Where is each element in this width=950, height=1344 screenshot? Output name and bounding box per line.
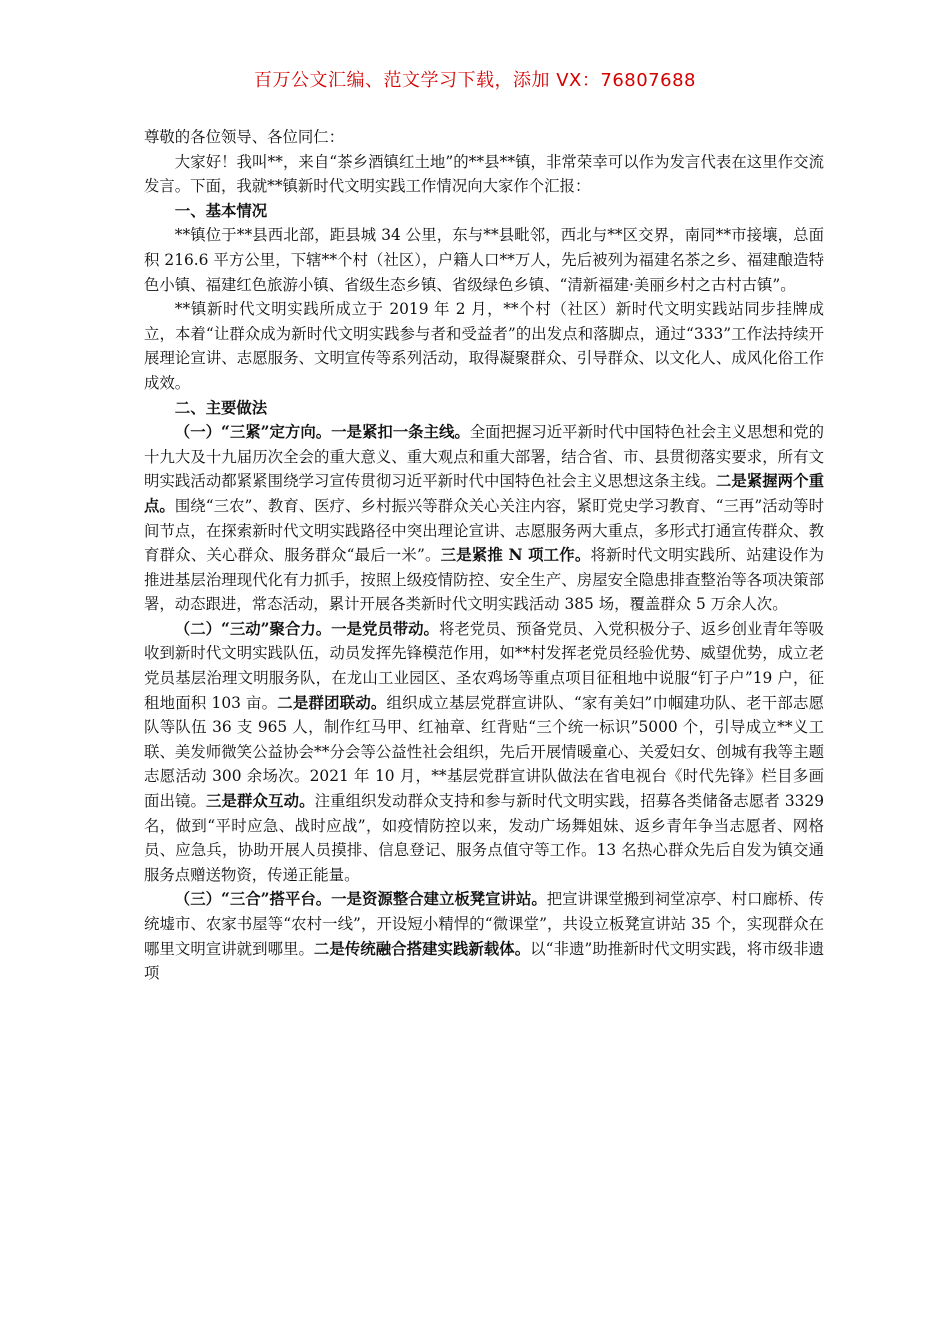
practice-paragraph-1 bbox=[144, 420, 824, 617]
part3-b-title: 二是传统融合搭建实践新载体。 bbox=[313, 939, 531, 958]
part2-a-title: 一是党员带动。 bbox=[331, 619, 439, 638]
part3-a-text: 把宣讲课堂搬到祠堂凉亭、村口廊桥、传统墟市、农家书屋等“农村一线”，开设短小精悍的“微课堂”，共设立板凳宣讲站 35 个，实现群众在哪里文明宣讲就到哪里。 bbox=[144, 890, 824, 958]
part2-c-title: 三是群众互动。 bbox=[206, 792, 315, 811]
part2-a-text: 将老党员、预备党员、入党积极分子、返乡创业青年等吸收到新时代文明实践队伍，动员发挥先锋模范作用，如**村发挥老党员经验优势、威望优势，成立老党员基层治理文明服务队，在龙山工业园区、圣农鸡场等重点项目征租地中说服“钉子户”19 户，征租地面积 103 亩。 bbox=[144, 619, 824, 712]
practice-paragraph-2 bbox=[144, 617, 824, 888]
practice-paragraph-3 bbox=[144, 887, 824, 985]
part2-heading: （二）“三动”聚合力。 bbox=[174, 619, 332, 638]
part1-heading: （一）“三紧”定方向。 bbox=[174, 423, 332, 442]
part3-a-title: 一是资源整合建立板凳宣讲站。 bbox=[331, 890, 547, 909]
part1-b-text: 围绕“三农”、教育、医疗、乡村振兴等群众关心关注内容，紧盯党史学习教育、“三再”活动等时间节点，在探索新时代文明实践路径中突出理论宣讲、志愿服务两大重点，多形式打通宣传群众、教育群众、关心群众、服务群众“最后一米”。 bbox=[144, 496, 824, 565]
part3-heading: （三）“三合”搭平台。 bbox=[174, 890, 332, 909]
document-body bbox=[144, 125, 824, 986]
basic-info-paragraph-1: **镇位于**县西北部，距县城 34 公里，东与**县毗邻，西北与**区交界，南同**市接壤，总面积 216.6 平方公里，下辖**个村（社区），户籍人口**万人，先后被列为福建名茶之乡、福建酿造特色小镇、福建红色旅游小镇、省级生态乡镇、省级绿色乡镇、“清新福建·美丽乡村之古村古镇”。 bbox=[144, 226, 824, 294]
section-heading-practices: 二、主要做法 bbox=[174, 398, 268, 417]
part2-c-text: 注重组织发动群众支持和参与新时代文明实践，招募各类储备志愿者 3329 名，做到“平时应急、战时应战”，如疫情防控以来，发动广场舞姐妹、返乡青年争当志愿者、网格员、应急兵，协助开展人员摸排、信息登记、服务点值守等工作。13 名热心群众先后自发为镇交通服务点赠送物资，传递正能量。 bbox=[144, 792, 824, 884]
part1-a-title: 一是紧扣一条主线。 bbox=[331, 423, 470, 442]
salutation: 尊敬的各位领导、各位同仁： bbox=[144, 128, 345, 146]
section-heading-basic: 一、基本情况 bbox=[174, 201, 268, 220]
basic-info-paragraph-2: **镇新时代文明实践所成立于 2019 年 2 月，**个村（社区）新时代文明实践站同步挂牌成立，本着“让群众成为新时代文明实践参与者和受益者”的出发点和落脚点，通过“333”工作法持续开展理论宣讲、志愿服务、文明宣传等系列活动，取得凝聚群众、引导群众、以文化人、成风化俗工作成效。 bbox=[144, 300, 824, 392]
part1-a-text: 全面把握习近平新时代中国特色社会主义思想和党的十九大及十九届历次全会的重大意义、重大观点和重大部署，结合省、市、县贯彻落实要求，所有文明实践活动都紧紧围绕学习宣传贯彻习近平新时代中国特色社会主义思想这条主线。 bbox=[144, 423, 824, 491]
promo-banner: 百万公文汇编、范文学习下载，添加 VX：76807688 bbox=[254, 70, 696, 91]
part1-c-title: 三是紧推 N 项工作。 bbox=[440, 546, 591, 565]
intro-paragraph: 大家好！我叫**，来自“茶乡酒镇红土地”的**县**镇，非常荣幸可以作为发言代表在这里作交流发言。下面，我就**镇新时代文明实践工作情况向大家作个汇报： bbox=[144, 152, 824, 196]
part2-b-text: 组织成立基层党群宣讲队、“家有美妇”巾帼建功队、老干部志愿队等队伍 36 支 965 人，制作红马甲、红袖章、红背贴“三个统一标识”5000 个，引导成立**义工联、美发师微笑公益协会**分会等公益性社会组织，先后开展情暖童心、关爱妇女、创城有我等主题志愿活动 300 余场次。2021 年 10 月，**基层党群宣讲队做法在省电视台《时代先锋》栏目多画面出镜。 bbox=[144, 693, 824, 811]
part1-b-title: 二是紧握两个重点。 bbox=[144, 472, 824, 515]
part2-b-title: 二是群团联动。 bbox=[277, 693, 387, 712]
part1-c-text: 将新时代文明实践所、站建设作为推进基层治理现代化有力抓手，按照上级疫情防控、安全生产、房屋安全隐患排查整治等各项决策部署，动态跟进，常态活动，累计开展各类新时代文明实践活动 385 场，覆盖群众 5 万余人次。 bbox=[144, 546, 824, 614]
part3-b-text: 以“非遗”助推新时代文明实践，将市级非遗项 bbox=[144, 939, 824, 983]
